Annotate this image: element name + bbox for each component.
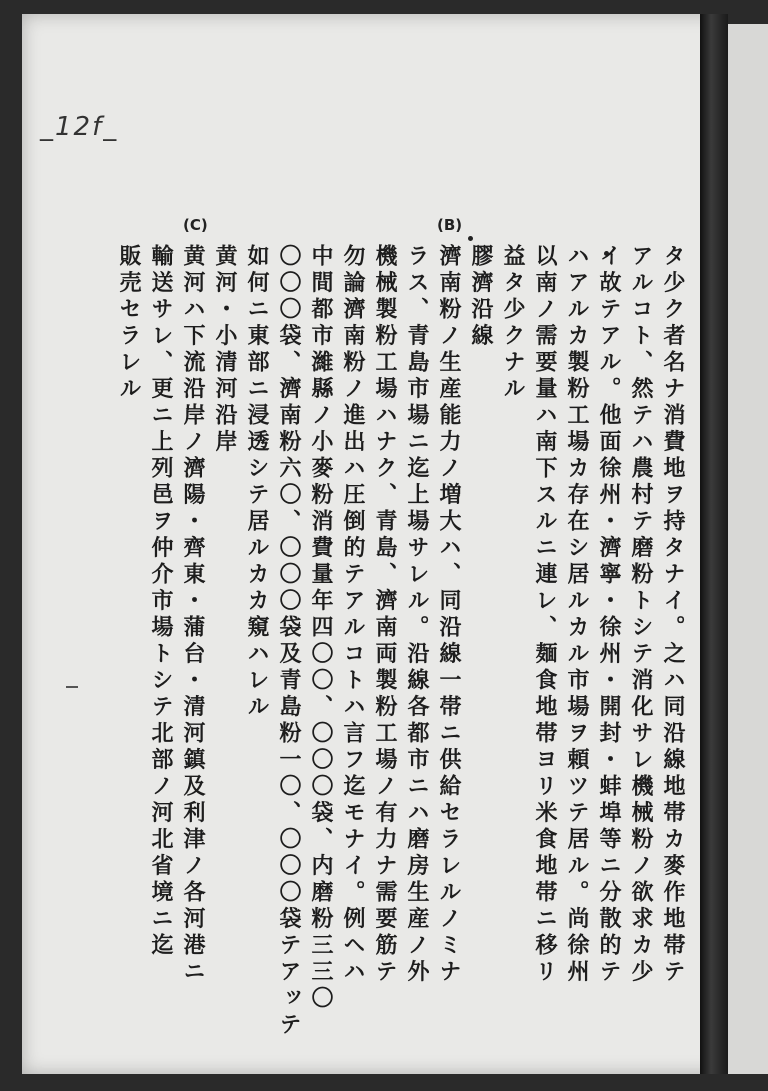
- text-column: ラス、青島市場ニ迄上場サレル。沿線各都市ニハ磨房生産ノ外: [404, 244, 430, 986]
- margin-mark: [66, 686, 78, 688]
- text-column: 勿論濟南粉ノ進出ハ圧倒的テアルコトハ言フ迄モナイ。例ヘハ: [340, 244, 366, 986]
- section-label-c: (C): [183, 216, 208, 234]
- page-number: _12f_: [40, 112, 119, 142]
- text-column: アルコト、然テハ農村テ磨粉トシテ消化サレ機械粉ノ欲求カ少: [628, 244, 654, 986]
- text-column: 販売セラレル: [116, 244, 142, 403]
- text-column: タ少ク者名ナ消費地ヲ持タナイ。之ハ同沿線地帯カ麥作地帯テ: [660, 244, 686, 986]
- section-heading: 黄河・小清河沿岸: [212, 244, 238, 456]
- text-column: 輸送サレ、更ニ上列邑ヲ仲介市場トシテ北部ノ河北省境ニ迄: [148, 244, 174, 960]
- text-column: 濟南粉ノ生産能力ノ増大ハ、同沿線一帯ニ供給セラレルノミナ: [436, 244, 462, 986]
- text-column: 以南ノ需要量ハ南下スルニ連レ、麺食地帯ヨリ米食地帯ニ移リ: [532, 244, 558, 986]
- section-label-b: (B): [437, 216, 463, 234]
- page-fold: [700, 14, 728, 1074]
- section-heading: 膠濟沿線: [468, 244, 494, 350]
- text-column: ハアルカ製粉工場カ存在シ居ルカル市場ヲ頼ツテ居ル。尚徐州: [564, 244, 590, 986]
- text-column: 機械製粉工場ハナク、青島、濟南両製粉工場ノ有力ナ需要筋テ: [372, 244, 398, 986]
- adjacent-page-edge: [728, 24, 768, 1074]
- text-column: 益タ少クナル: [500, 244, 526, 403]
- bullet-mark: [468, 236, 473, 241]
- text-column: イ故テアル。他面徐州・濟寧・徐州・開封・蚌埠等ニ分散的テ: [596, 244, 622, 986]
- text-column: 如何ニ東部ニ浸透シテ居ルカカ窺ハレル: [244, 244, 270, 721]
- text-column: 中間都市濰縣ノ小麥粉消費量年四〇〇、〇〇〇袋、内磨粉三三〇: [308, 244, 334, 1013]
- text-column: 〇〇〇袋、濟南粉六〇、〇〇〇袋及青島粉一〇、〇〇〇袋テアッテ: [276, 244, 302, 1039]
- text-column: 黄河ハ下流沿岸ノ濟陽・齊東・蒲台・清河鎮及利津ノ各河港ニ: [180, 244, 206, 986]
